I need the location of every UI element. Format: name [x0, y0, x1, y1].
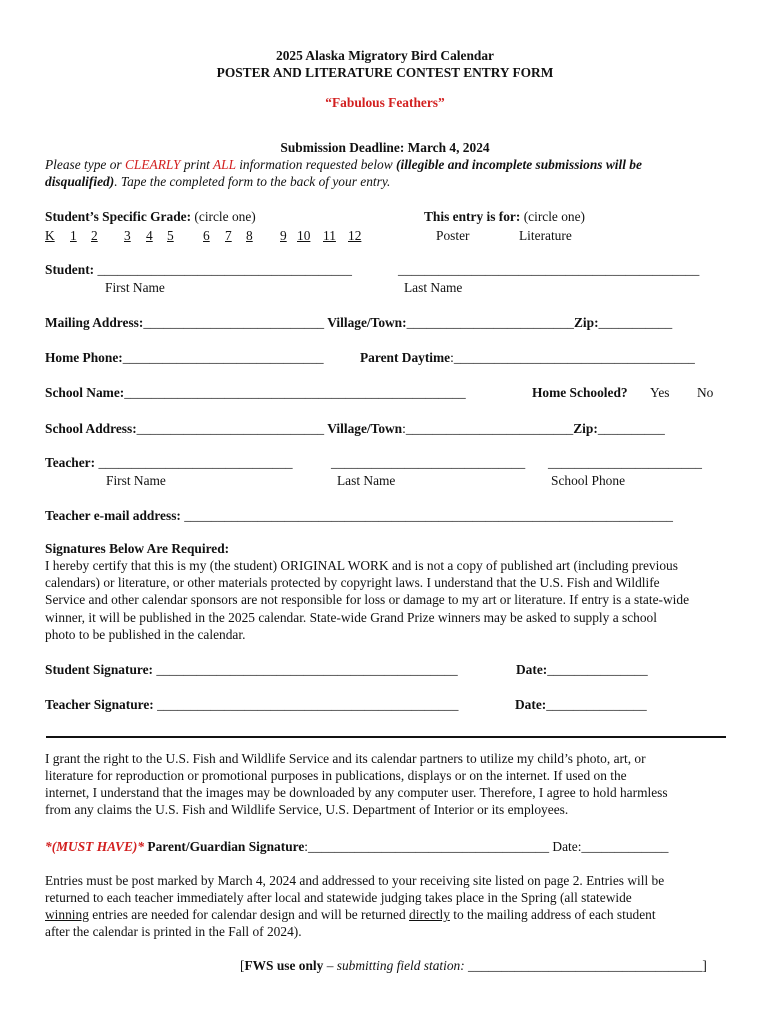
guardian-signature-field[interactable]: :____________________________________ — [304, 839, 550, 854]
teacher-signature-label: Teacher Signature: — [45, 697, 158, 712]
grade-option-12[interactable]: 12 — [348, 228, 362, 243]
teacher-date-label: Date: — [515, 697, 547, 712]
parent-daytime-field[interactable]: :____________________________________ — [450, 350, 695, 365]
grade-option-10[interactable]: 10 — [297, 228, 311, 243]
student-label: Student: — [45, 262, 98, 277]
grade-option-11[interactable]: 11 — [323, 228, 336, 243]
school-name-row — [45, 385, 466, 401]
student-first-name-field[interactable]: ______________________________________ — [97, 262, 352, 277]
teacher-last-name-caption: Last Name — [337, 473, 396, 488]
grade-label: Student’s Specific Grade: — [45, 209, 192, 224]
grade-option-9[interactable]: 9 — [280, 228, 287, 243]
teacher-first-name-field[interactable]: _____________________________ — [98, 455, 293, 470]
return-line-4: after the calendar is printed in the Fall of 2024). — [45, 924, 302, 939]
certification-line-5: photo to be published in the calendar. — [45, 627, 246, 642]
student-date-row — [516, 662, 648, 678]
fws-field-station-field[interactable]: ___________________________________ — [468, 958, 703, 973]
guardian-date-field[interactable]: _____________ — [581, 839, 669, 854]
home-schooled-yes[interactable]: Yes — [650, 385, 670, 400]
must-have-marker: *(MUST HAVE)* — [45, 839, 145, 854]
home-phone-row — [45, 350, 324, 366]
student-signature-field[interactable]: _____________________________________________ — [156, 662, 458, 677]
form-subtitle: POSTER AND LITERATURE CONTEST ENTRY FORM — [216, 65, 554, 80]
grade-option-5[interactable]: 5 — [167, 228, 174, 243]
student-row — [45, 262, 352, 278]
mailing-address-label: Mailing Address: — [45, 315, 144, 330]
teacher-label: Teacher: — [45, 455, 99, 470]
contest-theme: “Fabulous Feathers” — [325, 95, 445, 110]
school-village-field[interactable]: :_________________________ — [402, 421, 574, 436]
home-schooled-label: Home Schooled? — [532, 385, 628, 400]
entry-type-label: This entry is for: — [424, 209, 521, 224]
student-signature-label: Student Signature: — [45, 662, 157, 677]
entry-option-poster[interactable]: Poster — [436, 228, 470, 243]
school-address-label: School Address: — [45, 421, 137, 436]
entry-option-literature[interactable]: Literature — [519, 228, 572, 243]
grade-option-1[interactable]: 1 — [70, 228, 77, 243]
return-line-3: winning entries are needed for calendar design and will be returned directly to the mailing address of each student — [45, 907, 656, 922]
teacher-email-row — [45, 508, 673, 524]
teacher-date-field[interactable]: _______________ — [546, 697, 647, 712]
grade-option-3[interactable]: 3 — [124, 228, 131, 243]
student-last-name-field[interactable]: _____________________________________________ — [398, 262, 700, 277]
teacher-signature-field[interactable]: _____________________________________________ — [157, 697, 459, 712]
return-line-2: returned to each teacher immediately after local and statewide judging takes place in the Spring (all statewide — [45, 890, 632, 905]
school-zip-label: Zip: — [573, 421, 598, 436]
mailing-zip-label: Zip: — [573, 315, 599, 330]
mailing-village-label: Village/Town: — [324, 315, 407, 330]
home-phone-label: Home Phone: — [45, 350, 123, 365]
teacher-row — [45, 455, 293, 471]
student-last-name-caption: Last Name — [404, 280, 463, 295]
student-first-name-caption: First Name — [105, 280, 165, 295]
release-line-1: I grant the right to the U.S. Fish and Wildlife Service and its calendar partners to utilize my child’s photo, art, or — [45, 751, 646, 766]
section-divider — [46, 736, 726, 738]
grade-option-7[interactable]: 7 — [225, 228, 232, 243]
form-title: 2025 Alaska Migratory Bird Calendar — [276, 48, 494, 63]
school-name-label: School Name: — [45, 385, 125, 400]
certification-line-1: I hereby certify that this is my (the student) ORIGINAL WORK and is not a copy of published art (including previous — [45, 558, 678, 573]
school-zip-field[interactable]: __________ — [597, 421, 665, 436]
grade-option-8[interactable]: 8 — [246, 228, 253, 243]
return-line-1: Entries must be post marked by March 4, 2024 and addressed to your receiving site listed on page 2. Entries will be — [45, 873, 665, 888]
student-date-label: Date: — [516, 662, 548, 677]
fws-use-only-row: [FWS use only – submitting field station: ___________________________________] — [240, 958, 707, 973]
release-line-3: internet, I understand that the images may be downloaded by any computer user. Therefore, I agree to hold harmless — [45, 785, 668, 800]
teacher-first-name-caption: First Name — [106, 473, 166, 488]
submission-deadline: Submission Deadline: March 4, 2024 — [280, 140, 490, 155]
home-phone-field[interactable]: ______________________________ — [122, 350, 324, 365]
teacher-school-phone-field[interactable]: _______________________ — [548, 455, 702, 470]
teacher-email-field[interactable]: _________________________________________________________________________ — [184, 508, 673, 523]
certification-line-3: Service and other calendar sponsors are not responsible for loss or damage to my art or literature. If entry is a state-wide — [45, 592, 690, 607]
guardian-date-label: Date: — [549, 839, 582, 854]
signatures-heading: Signatures Below Are Required: — [45, 541, 230, 556]
school-name-field[interactable]: ___________________________________________________ — [124, 385, 466, 400]
teacher-school-phone-caption: School Phone — [551, 473, 626, 488]
mailing-address-field[interactable]: ___________________________ — [143, 315, 325, 330]
guardian-signature-row — [45, 839, 668, 855]
guardian-signature-label: Parent/Guardian Signature — [144, 839, 305, 854]
clearly-emphasis: CLEARLY — [124, 157, 181, 172]
certification-line-2: calendars) or literature, or other materials protected by copyright laws. I understand that the U.S. Fish and Wildlife — [45, 575, 660, 590]
teacher-date-row — [515, 697, 647, 713]
release-line-4: from any claims the U.S. Fish and Wildlife Service, U.S. Department of Interior or its employees. — [45, 802, 569, 817]
student-date-field[interactable]: _______________ — [547, 662, 648, 677]
student-signature-row — [45, 662, 458, 678]
teacher-email-label: Teacher e-mail address: — [45, 508, 185, 523]
mailing-zip-field[interactable]: ___________ — [598, 315, 673, 330]
instructions-line1: Please type or CLEARLY print ALL information requested below (illegible and incomplete submissions will be — [45, 157, 642, 172]
grade-option-k[interactable]: K — [45, 228, 55, 243]
instructions-line2: disqualified). Tape the completed form to the back of your entry. — [45, 174, 391, 189]
entry-type-label-row: This entry is for: (circle one) — [424, 209, 586, 224]
teacher-signature-row — [45, 697, 458, 713]
school-village-label: Village/Town — [324, 421, 403, 436]
mailing-village-field[interactable]: _________________________ — [406, 315, 574, 330]
grade-option-2[interactable]: 2 — [91, 228, 98, 243]
all-emphasis: ALL — [213, 157, 236, 172]
parent-daytime-label: Parent Daytime — [360, 350, 451, 365]
school-address-row — [45, 421, 665, 437]
home-schooled-no[interactable]: No — [697, 385, 714, 400]
grade-option-4[interactable]: 4 — [146, 228, 153, 243]
teacher-last-name-field[interactable]: _____________________________ — [331, 455, 526, 470]
fws-use-only-label: FWS use only — [244, 958, 324, 973]
grade-option-6[interactable]: 6 — [203, 228, 210, 243]
school-address-field[interactable]: ____________________________ — [136, 421, 325, 436]
mailing-address-row — [45, 315, 672, 331]
parent-daytime-row — [360, 350, 695, 366]
release-line-2: literature for reproduction or promotional purposes in publications, displays or on the internet. If used on the — [45, 768, 627, 783]
grade-label-row: Student’s Specific Grade: (circle one) — [45, 209, 256, 224]
certification-line-4: winner, it will be published in the 2025 calendar. State-wide Grand Prize winners may be asked to supply a school — [45, 610, 657, 625]
